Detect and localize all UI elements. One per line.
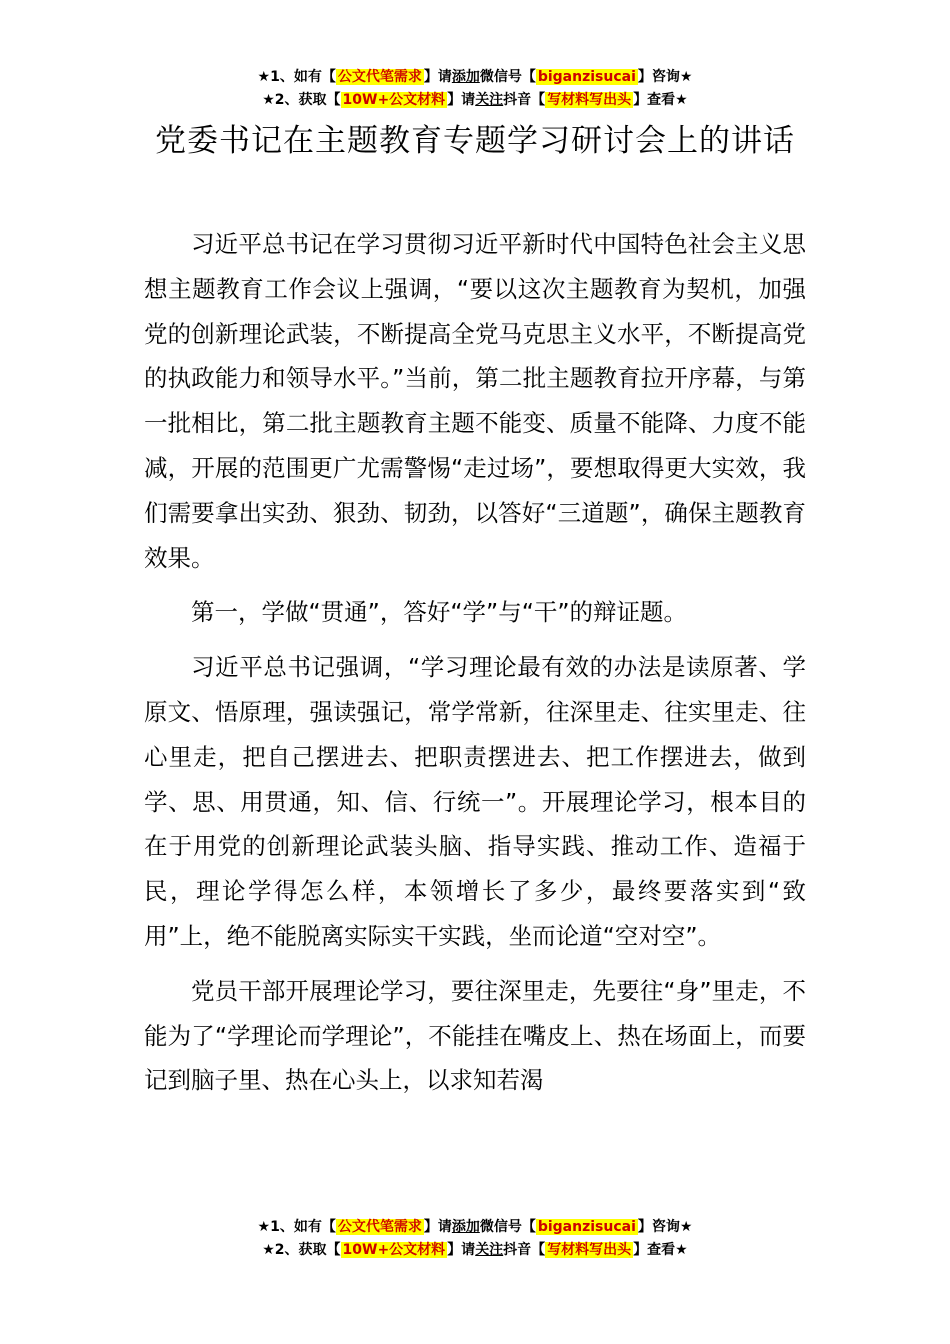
banner-text: 】请 xyxy=(447,92,476,108)
banner-underlined-text: 关注 xyxy=(475,1242,504,1258)
paragraph: 第一，学做“贯通”，答好“学”与“干”的辩证题。 xyxy=(191,598,688,627)
paragraph: 党员干部开展理论学习，要往深里走，先要往“身”里走，不能为了“学理论而学理论”，不能挂在嘴皮上、热在场面上，而要记到脑子里、热在心头上，以求知若渴 xyxy=(144,976,806,1095)
document-body xyxy=(144,222,806,1113)
banner-underlined-text: 添加 xyxy=(451,69,480,85)
banner-line-2 xyxy=(0,89,950,112)
highlight-douyin-id: 写材料写出头 xyxy=(547,1242,632,1258)
highlight-wechat-id: biganzisucai xyxy=(537,69,636,85)
banner-line-2 xyxy=(0,1239,950,1262)
banner-text: 】请 xyxy=(423,1219,452,1235)
highlight-service: 公文代笔需求 xyxy=(337,1219,422,1235)
footer-banner xyxy=(0,1216,950,1262)
banner-text: 抖音【 xyxy=(503,92,546,108)
banner-text: ★2、获取【 xyxy=(262,1242,341,1258)
banner-line-1 xyxy=(0,1216,950,1239)
banner-text: 】请 xyxy=(423,69,452,85)
document-title: 党委书记在主题教育专题学习研讨会上的讲话 xyxy=(155,123,795,159)
highlight-wechat-id: biganzisucai xyxy=(537,1219,636,1235)
banner-text: 】咨询★ xyxy=(637,1219,693,1235)
banner-text: 】请 xyxy=(447,1242,476,1258)
banner-text: 】查看★ xyxy=(633,92,688,108)
highlight-douyin-id: 写材料写出头 xyxy=(547,92,632,108)
banner-text: ★2、获取【 xyxy=(262,92,341,108)
paragraph: 习近平总书记在学习贯彻习近平新时代中国特色社会主义思想主题教育工作会议上强调，“要以这次主题教育为契机，加强党的创新理论武装，不断提高全党马克思主义水平，不断提高党的执政能力和领导水平。”当前，第二批主题教育拉开序幕，与第一批相比，第二批主题教育主题不能变、质量不能降、力度不能减，开展的范围更广尤需警惕“走过场”，要想取得更大实效，我们需要拿出实劲、狠劲、韧劲，以答好“三道题”，确保主题教育效果。 xyxy=(144,230,806,572)
highlight-service: 公文代笔需求 xyxy=(337,69,422,85)
banner-text: 微信号【 xyxy=(479,1219,536,1235)
header-banner xyxy=(0,66,950,112)
highlight-materials: 10W+公文材料 xyxy=(342,1242,446,1258)
banner-text: ★1、如有【 xyxy=(257,69,336,85)
banner-text: 】咨询★ xyxy=(637,69,693,85)
paragraph: 习近平总书记强调，“学习理论最有效的办法是读原著、学原文、悟原理，强读强记，常学常新，往深里走、往实里走、往心里走，把自己摆进去、把职责摆进去、把工作摆进去，做到学、思、用贯通，知、信、行统一”。开展理论学习，根本目的在于用党的创新理论武装头脑、指导实践、推动工作、造福于民，理论学得怎么样，本领增长了多少，最终要落实到“致用”上，绝不能脱离实际实干实践，坐而论道“空对空”。 xyxy=(144,653,806,950)
banner-line-1 xyxy=(0,66,950,89)
banner-underlined-text: 关注 xyxy=(475,92,504,108)
banner-underlined-text: 添加 xyxy=(451,1219,480,1235)
highlight-materials: 10W+公文材料 xyxy=(342,92,446,108)
banner-text: 】查看★ xyxy=(633,1242,688,1258)
banner-text: ★1、如有【 xyxy=(257,1219,336,1235)
banner-text: 微信号【 xyxy=(479,69,536,85)
banner-text: 抖音【 xyxy=(503,1242,546,1258)
